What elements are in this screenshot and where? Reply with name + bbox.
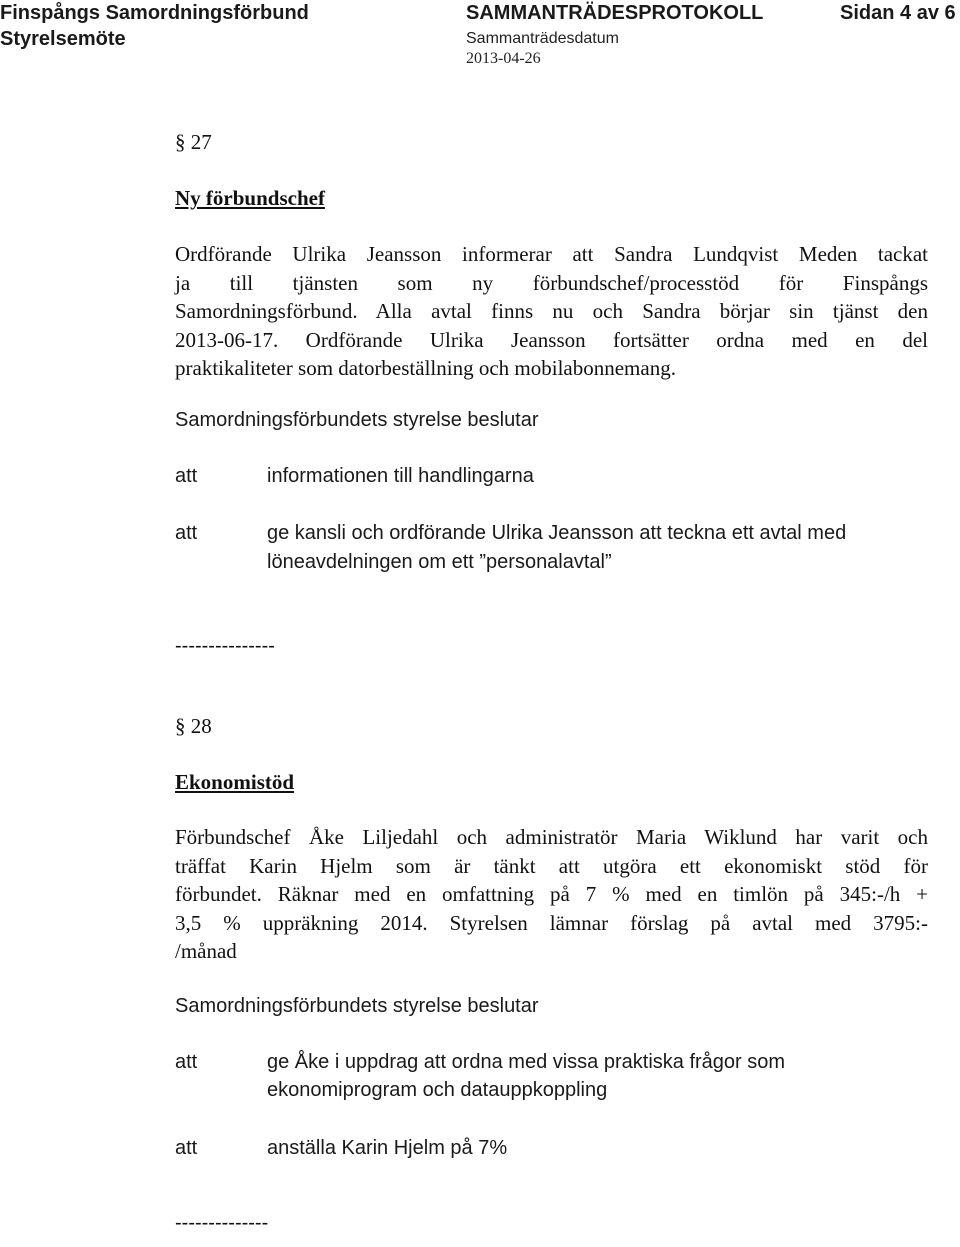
paragraph-line: 2013-06-17. Ordförande Ulrika Jeansson fortsätter ordna med en del xyxy=(175,327,928,352)
section-number: § 27 xyxy=(175,130,212,154)
section-number: § 28 xyxy=(175,714,212,738)
decision-item xyxy=(175,462,928,491)
date-label: Sammanträdesdatum xyxy=(466,30,619,47)
decision-key: att xyxy=(175,464,198,487)
decision-item xyxy=(175,1048,928,1105)
paragraph-line: Samordningsförbund. Alla avtal finns nu och Sandra börjar sin tjänst den xyxy=(175,299,928,323)
section-27 xyxy=(175,128,928,660)
decision-heading: Samordningsförbundets styrelse beslutar xyxy=(175,408,539,431)
decision-item xyxy=(175,1134,928,1163)
decision-text: ge kansli och ordförande Ulrika Jeansson att teckna ett avtal med löneavdelningen om ett ”personalavtal” xyxy=(267,522,847,573)
document-title: SAMMANTRÄDESPROTOKOLL xyxy=(466,2,764,24)
decision-text: anställa Karin Hjelm på 7% xyxy=(267,1136,508,1159)
paragraph-line: Ordförande Ulrika Jeansson informerar att Sandra Lundqvist Meden tackat xyxy=(175,242,928,266)
paragraph-line: Förbundschef Åke Liljedahl och administratör Maria Wiklund har varit och xyxy=(175,825,928,849)
decision-text: ge Åke i uppdrag att ordna med vissa praktiska frågor som ekonomiprogram och datauppkoppling xyxy=(267,1050,786,1101)
section-separator: --------------- xyxy=(175,635,275,657)
meeting-date: 2013-04-26 xyxy=(466,50,541,67)
page-number: Sidan 4 av 6 xyxy=(840,2,956,24)
section-paragraph xyxy=(175,823,928,966)
decision-key: att xyxy=(175,1136,198,1159)
decision-text: informationen till handlingarna xyxy=(267,464,534,487)
paragraph-line: 3,5 % uppräkning 2014. Styrelsen lämnar förslag på avtal med 3795:- xyxy=(175,910,928,935)
paragraph-line: /månad xyxy=(175,939,237,963)
protocol-body xyxy=(175,128,928,1237)
paragraph-line: förbundet. Räknar med en omfattning på 7 % med en timlön på 345:-/h + xyxy=(175,882,928,906)
page-header xyxy=(0,0,960,80)
section-heading: Ekonomistöd xyxy=(175,770,295,794)
paragraph-line: träffat Karin Hjelm som är tänkt att utgöra ett ekonomiskt stöd för xyxy=(175,853,928,878)
meeting-type: Styrelsemöte xyxy=(0,28,126,50)
decision-item xyxy=(175,519,928,576)
decision-heading: Samordningsförbundets styrelse beslutar xyxy=(175,994,539,1017)
section-paragraph xyxy=(175,240,928,383)
organization-name: Finspångs Samordningsförbund xyxy=(0,2,309,24)
decision-key: att xyxy=(175,522,198,544)
section-separator: -------------- xyxy=(175,1212,269,1234)
decision-key: att xyxy=(175,1050,198,1073)
section-heading: Ny förbundschef xyxy=(175,186,325,210)
section-28 xyxy=(175,712,928,1237)
paragraph-line: ja till tjänsten som ny förbundschef/processtöd för Finspångs xyxy=(175,270,928,295)
paragraph-line: praktikaliteter som datorbeställning och mobilabonnemang. xyxy=(175,356,676,380)
